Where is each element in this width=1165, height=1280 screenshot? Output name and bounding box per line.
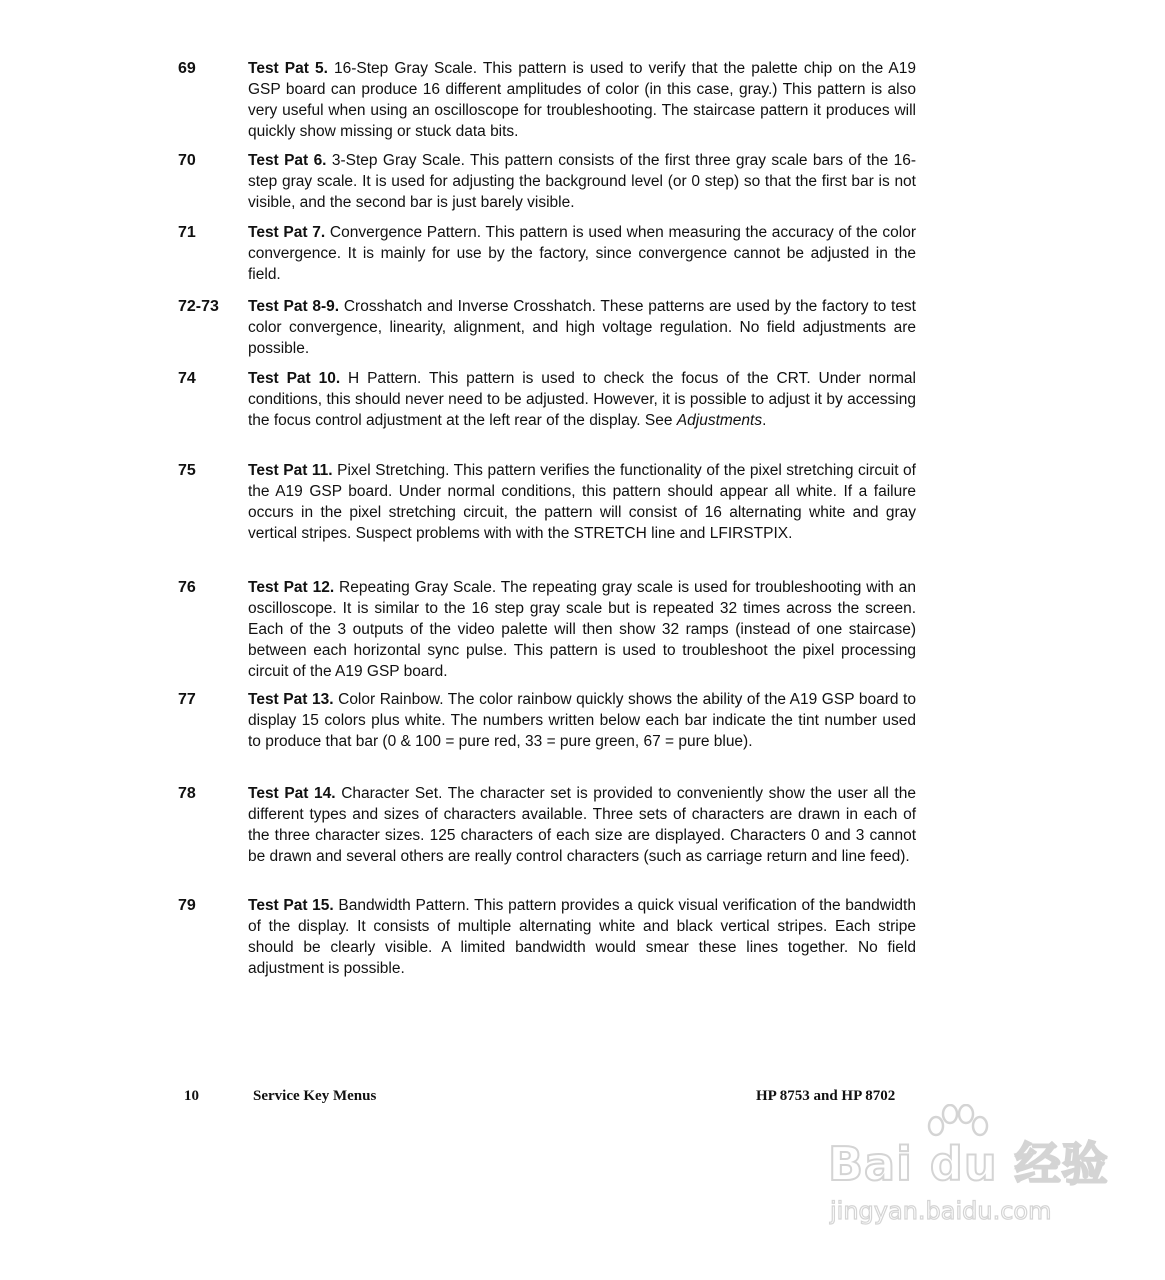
entry-body (248, 368, 916, 431)
entry-text: 3-Step Gray Scale. This pattern consists of the first three gray scale bars of the 16-step gray scale. It is used for adjusting the background level (or 0 step) so that the first bar is not visible, and the second bar is just barely visible. (248, 152, 916, 211)
footer-section-title: Service Key Menus (253, 1088, 377, 1104)
entry-body (248, 296, 916, 359)
entry-title: Test Pat 12. (248, 579, 335, 596)
entry-number: 70 (178, 152, 196, 169)
entry-number: 69 (178, 60, 196, 77)
entry-text: Pixel Stretching. This pattern verifies the functionality of the pixel stretching circuit of the A19 GSP board. Under normal conditions, this pattern should appear all white. If a failure occurs in the pixel stretching circuit, the pattern will consist of 16 alternating white and gray vertical stripes. Suspect problems with with the STRETCH line and LFIRSTPIX. (248, 462, 916, 542)
entry-title: Test Pat 6. (248, 152, 327, 169)
entry-text: H Pattern. This pattern is used to check the focus of the CRT. Under normal conditions, this should never need to be adjusted. However, it is possible to adjust it by accessing the focus control adjustment at the left rear of the display. See (248, 370, 916, 429)
entry-title: Test Pat 11. (248, 462, 333, 479)
entry-body (248, 689, 916, 752)
footer-page-number: 10 (184, 1088, 199, 1104)
entry-number: 78 (178, 785, 196, 802)
entry-title: Test Pat 15. (248, 897, 334, 914)
entry-text: 16-Step Gray Scale. This pattern is used to verify that the palette chip on the A19 GSP board can produce 16 different amplitudes of color (in this case, gray.) This pattern is also very useful when using an oscilloscope for troubleshooting. The staircase pattern it produces will quickly show missing or stuck data bits. (248, 60, 916, 140)
entry-body (248, 222, 916, 285)
entry-title: Test Pat 13. (248, 691, 334, 708)
footer-product-name: HP 8753 and HP 8702 (756, 1088, 896, 1104)
entry-number: 77 (178, 691, 196, 708)
watermark-logo-text: Bai du 经验 (828, 1137, 1109, 1191)
entry-title: Test Pat 5. (248, 60, 328, 77)
entry-number: 72-73 (178, 298, 219, 315)
entry-text: Bandwidth Pattern. This pattern provides a quick visual verification of the bandwidth of the display. It consists of multiple alternating white and black vertical stripes. Each stripe should be clearly visible. A limited bandwidth would smear these lines together. No field adjustment is possible. (248, 897, 916, 977)
entry-text: Color Rainbow. The color rainbow quickly shows the ability of the A19 GSP board to display 15 colors plus white. The numbers written below each bar indicate the tint number used to produce that bar (0 & 100 = pure red, 33 = pure green, 67 = pure blue). (248, 691, 916, 750)
entry-number: 75 (178, 462, 196, 479)
entry-body (248, 460, 916, 544)
entry-body (248, 895, 916, 979)
entry-title: Test Pat 10. (248, 370, 341, 387)
entry-body (248, 150, 916, 213)
entry-text: Character Set. The character set is provided to conveniently show the user all the different types and sizes of characters available. Three sets of characters are drawn in each of the three character sizes. 125 characters of each size are displayed. Characters 0 and 3 cannot be drawn and several others are really control characters (such as carriage return and line feed). (248, 785, 916, 865)
entry-body (248, 58, 916, 142)
entry-text: Convergence Pattern. This pattern is used when measuring the accuracy of the color convergence. It is mainly for use by the factory, since convergence cannot be adjusted in the field. (248, 224, 916, 283)
entry-text-end: . (762, 412, 767, 429)
entry-reference: Adjustments (676, 412, 763, 429)
entry-number: 79 (178, 897, 196, 914)
entry-number: 74 (178, 370, 196, 387)
entry-body (248, 783, 916, 867)
entry-title: Test Pat 14. (248, 785, 336, 802)
watermark-url: jingyan.baidu.com (830, 1197, 1052, 1225)
entry-title: Test Pat 7. (248, 224, 326, 241)
entry-number: 76 (178, 579, 196, 596)
entry-text: Crosshatch and Inverse Crosshatch. These patterns are used by the factory to test color convergence, linearity, alignment, and high voltage regulation. No field adjustments are possible. (248, 298, 916, 357)
entry-text: Repeating Gray Scale. The repeating gray scale is used for troubleshooting with an oscilloscope. It is similar to the 16 step gray scale but is repeated 32 times across the screen. Each of the 3 outputs of the video palette will then show 32 ramps (instead of one staircase) between each horizontal sync pulse. This pattern is used to troubleshoot the pixel processing circuit of the A19 GSP board. (248, 579, 916, 680)
entry-body (248, 577, 916, 682)
baidu-jingyan-watermark (828, 1104, 1108, 1234)
entry-number: 71 (178, 224, 196, 241)
entry-title: Test Pat 8-9. (248, 298, 340, 315)
